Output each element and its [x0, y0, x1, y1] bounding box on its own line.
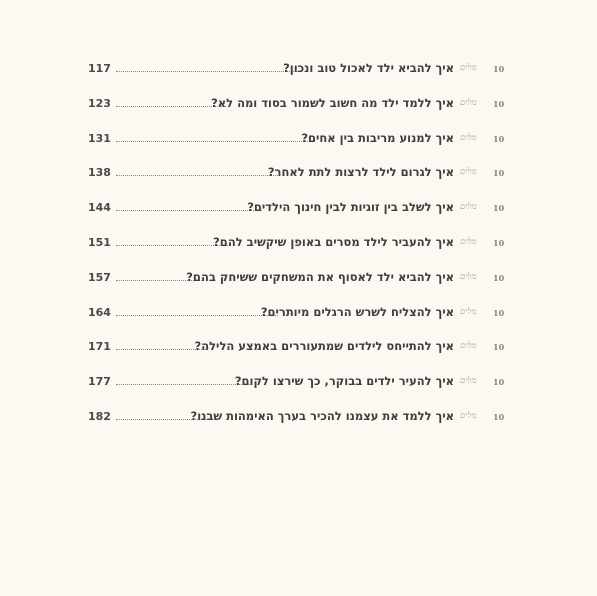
- toc-title: איך לגרום לילד לרצות לתת לאחר?: [267, 165, 454, 180]
- toc-page-number: 182: [88, 409, 111, 423]
- toc-entry[interactable]: [0, 262, 597, 297]
- decorative-mark: [456, 270, 504, 284]
- toc-title: איך להביא ילד לאכול טוב ונכון?: [283, 61, 454, 75]
- decorative-mark: [456, 61, 504, 75]
- toc-page-number: 151: [88, 235, 111, 249]
- toc-entry[interactable]: [0, 157, 597, 192]
- dot-leader: [116, 106, 226, 107]
- toc-page-number: 177: [88, 375, 111, 389]
- mark-number: 10: [493, 64, 505, 74]
- toc-title: איך ללמד ילד מה חשוב לשמור בסוד ומה לא?: [211, 95, 454, 110]
- dot-leader: [116, 210, 262, 211]
- toc-page-number: 131: [88, 131, 111, 145]
- decorative-mark: [456, 305, 504, 319]
- toc-page-number: 144: [88, 201, 111, 215]
- mark-number: 10: [493, 133, 505, 144]
- toc-title: איך להתייחס לילדים שמתעוררים באמצע הלילה?: [194, 339, 454, 354]
- toc-entry[interactable]: [0, 88, 597, 123]
- decorative-mark: [456, 409, 504, 423]
- mark-number: 10: [493, 168, 505, 179]
- table-of-contents: [0, 53, 597, 436]
- decorative-mark: [456, 339, 504, 353]
- decorative-mark: [456, 374, 504, 388]
- toc-page-number: 164: [88, 305, 111, 319]
- mark-text: מלים: [460, 306, 477, 317]
- decorative-mark: [456, 131, 504, 145]
- toc-title: איך לשלב בין זוגיות לבין חינוך הילדים?: [247, 200, 454, 215]
- toc-entry[interactable]: [0, 227, 597, 262]
- toc-entry[interactable]: [0, 123, 597, 158]
- toc-entry[interactable]: [0, 297, 597, 332]
- toc-entry[interactable]: [0, 401, 597, 436]
- toc-entry[interactable]: [0, 331, 597, 366]
- decorative-mark: [456, 235, 504, 249]
- toc-page-number: 171: [88, 340, 111, 354]
- mark-number: 10: [493, 98, 505, 109]
- decorative-mark: [456, 96, 504, 110]
- mark-text: מלים: [460, 341, 477, 352]
- toc-page-number: 138: [88, 166, 111, 180]
- mark-number: 10: [493, 411, 505, 422]
- dot-leader: [116, 71, 298, 72]
- mark-text: מלים: [460, 63, 477, 73]
- mark-number: 10: [493, 272, 505, 283]
- toc-entry[interactable]: [0, 53, 597, 88]
- mark-text: מלים: [460, 236, 477, 247]
- toc-title: איך למנוע מריבות בין אחים?: [301, 130, 454, 145]
- mark-number: 10: [493, 237, 505, 248]
- toc-entry[interactable]: [0, 192, 597, 227]
- decorative-mark: [456, 165, 504, 179]
- toc-page-number: 117: [88, 62, 111, 75]
- dot-leader: [116, 141, 312, 142]
- decorative-mark: [456, 200, 504, 214]
- toc-title: איך להביא ילד לאסוף את המשחקים ששיחק בהם?: [186, 269, 454, 284]
- mark-text: מלים: [460, 167, 477, 178]
- mark-text: מלים: [460, 97, 477, 108]
- mark-number: 10: [493, 377, 505, 388]
- toc-title: איך להעיר ילדים בבוקר, כך שירצו לקום?: [234, 374, 454, 389]
- mark-text: מלים: [460, 410, 477, 421]
- mark-number: 10: [493, 307, 505, 318]
- toc-title: איך ללמד את עצמנו להכיר בערך האימהות שבנו?: [190, 408, 454, 423]
- mark-text: מלים: [460, 202, 477, 213]
- mark-number: 10: [493, 203, 505, 214]
- dot-leader: [116, 175, 278, 176]
- toc-page-number: 123: [88, 96, 111, 110]
- toc-title: איך להעביר לילד מסרים באופן שיקשיב להם?: [213, 234, 454, 249]
- toc-entry[interactable]: [0, 366, 597, 401]
- dot-leader: [116, 315, 278, 316]
- mark-text: מלים: [460, 132, 477, 143]
- toc-page-number: 157: [88, 270, 111, 284]
- mark-number: 10: [493, 342, 505, 353]
- mark-text: מלים: [460, 271, 477, 282]
- mark-text: מלים: [460, 376, 477, 387]
- toc-title: איך להצליח לשרש הרגלים מיותרים?: [260, 304, 454, 319]
- dot-leader: [116, 384, 252, 385]
